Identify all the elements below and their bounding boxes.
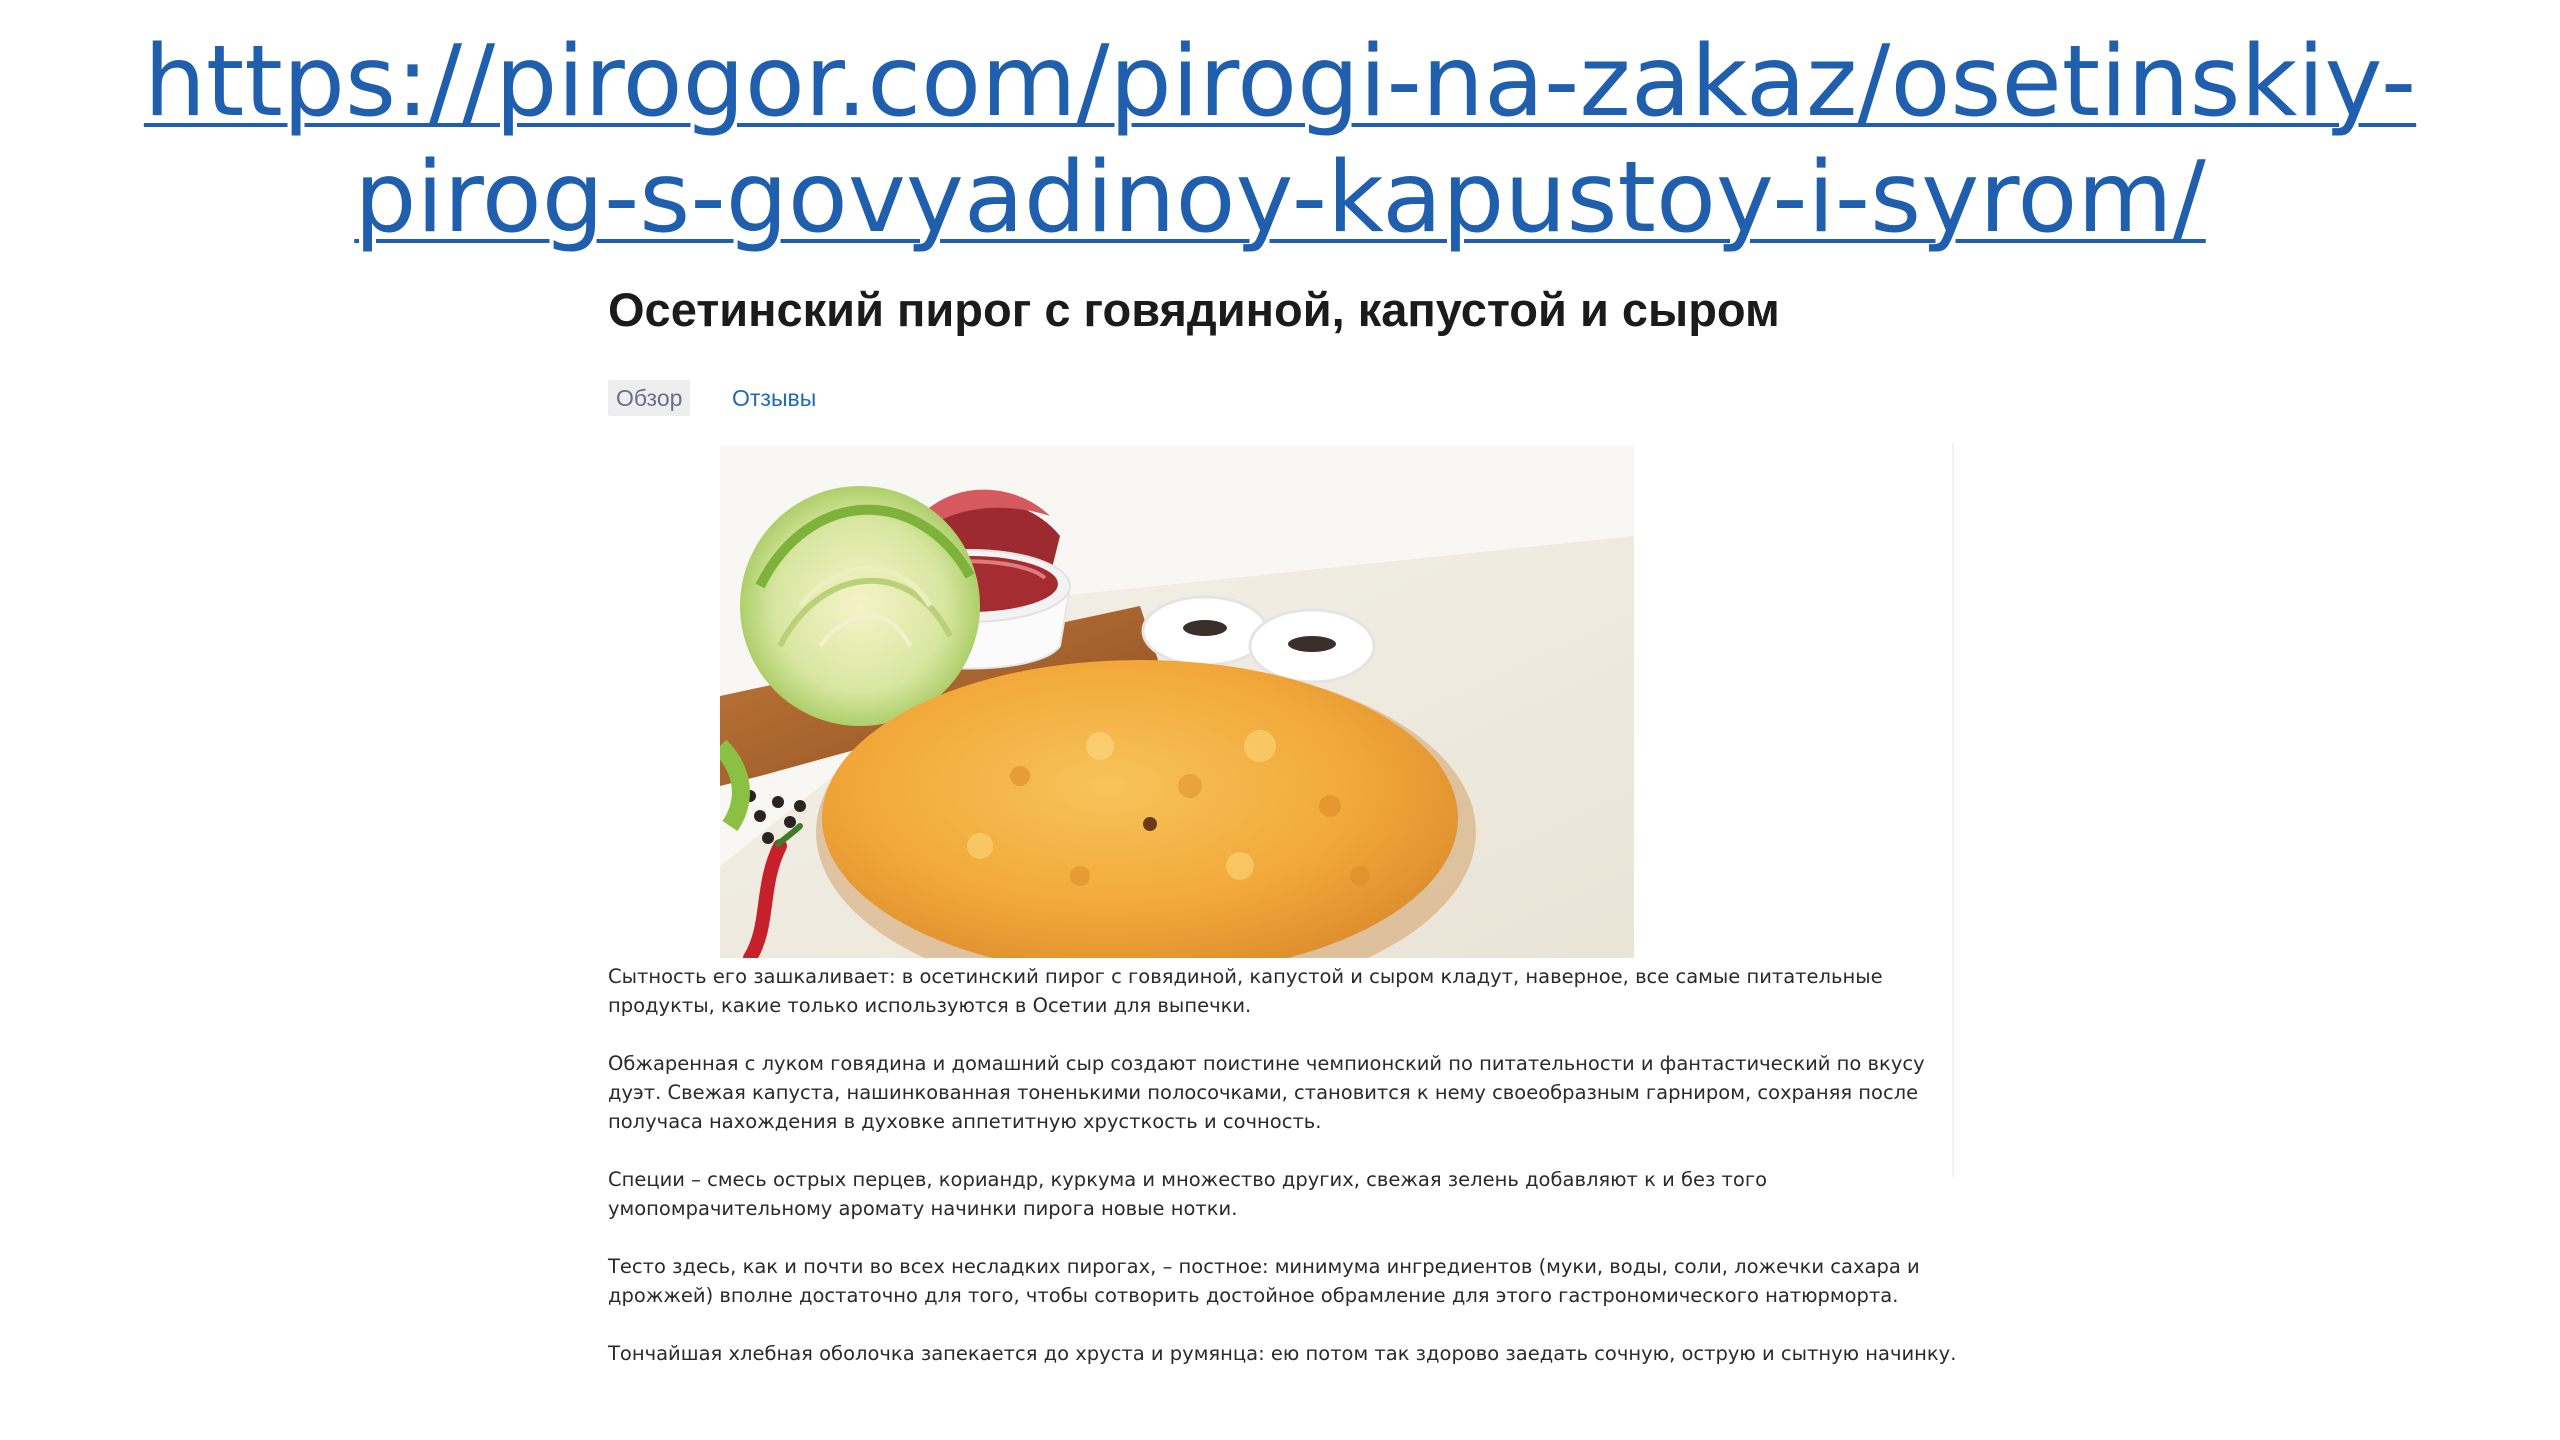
product-title: Осетинский пирог с говядиной, капустой и сыром: [608, 283, 1780, 336]
pie-photo-icon: [720, 446, 1634, 958]
description-paragraph-5: Тончайшая хлебная оболочка запекается до хруста и румянца: ею потом так здорово заедать сочную, острую и сытную начинку.: [608, 1342, 1957, 1365]
product-description: [608, 962, 1968, 1397]
source-url-link[interactable]: [144, 25, 2416, 255]
description-paragraph-2: Обжаренная с луком говядина и домашний сыр создают поистине чемпионский по питательности и фантастический по вкусу дуэт. Свежая капуста, нашинкованная тоненькими полосочками, становится к нему своеобразным гарниром, сохраняя после получаса нахождения в духовке аппетитную хрусткость и сочность.: [608, 1052, 1925, 1133]
tab-reviews[interactable]: Отзывы: [732, 385, 817, 411]
description-paragraph-3: Специи – смесь острых перцев, кориандр, куркума и множество других, свежая зелень добавляют к и без того умопомрачительному аромату начинки пирога новые нотки.: [608, 1168, 1768, 1220]
source-url-line-2: pirog-s-govyadinoy-kapustoy-i-syrom/: [354, 141, 2206, 255]
description-paragraph-4: Тесто здесь, как и почти во всех несладких пирогах, – постное: минимума ингредиентов (муки, воды, соли, ложечки сахара и дрожжей) вполне достаточно для того, чтобы сотворить достойное обрамление для этого гастрономического натюрморта.: [608, 1255, 1920, 1307]
slide-url-heading: [0, 24, 2560, 256]
product-photo: [720, 446, 1634, 958]
tab-overview[interactable]: Обзор: [608, 380, 690, 416]
website-screenshot: [596, 272, 2006, 1432]
description-paragraph-1: Сытность его зашкаливает: в осетинский пирог с говядиной, капустой и сыром кладут, наверное, все самые питательные продукты, какие только используются в Осетии для выпечки.: [608, 965, 1883, 1017]
source-url-line-1: https://pirogor.com/pirogi-na-zakaz/osetinskiy-: [143, 25, 2417, 139]
